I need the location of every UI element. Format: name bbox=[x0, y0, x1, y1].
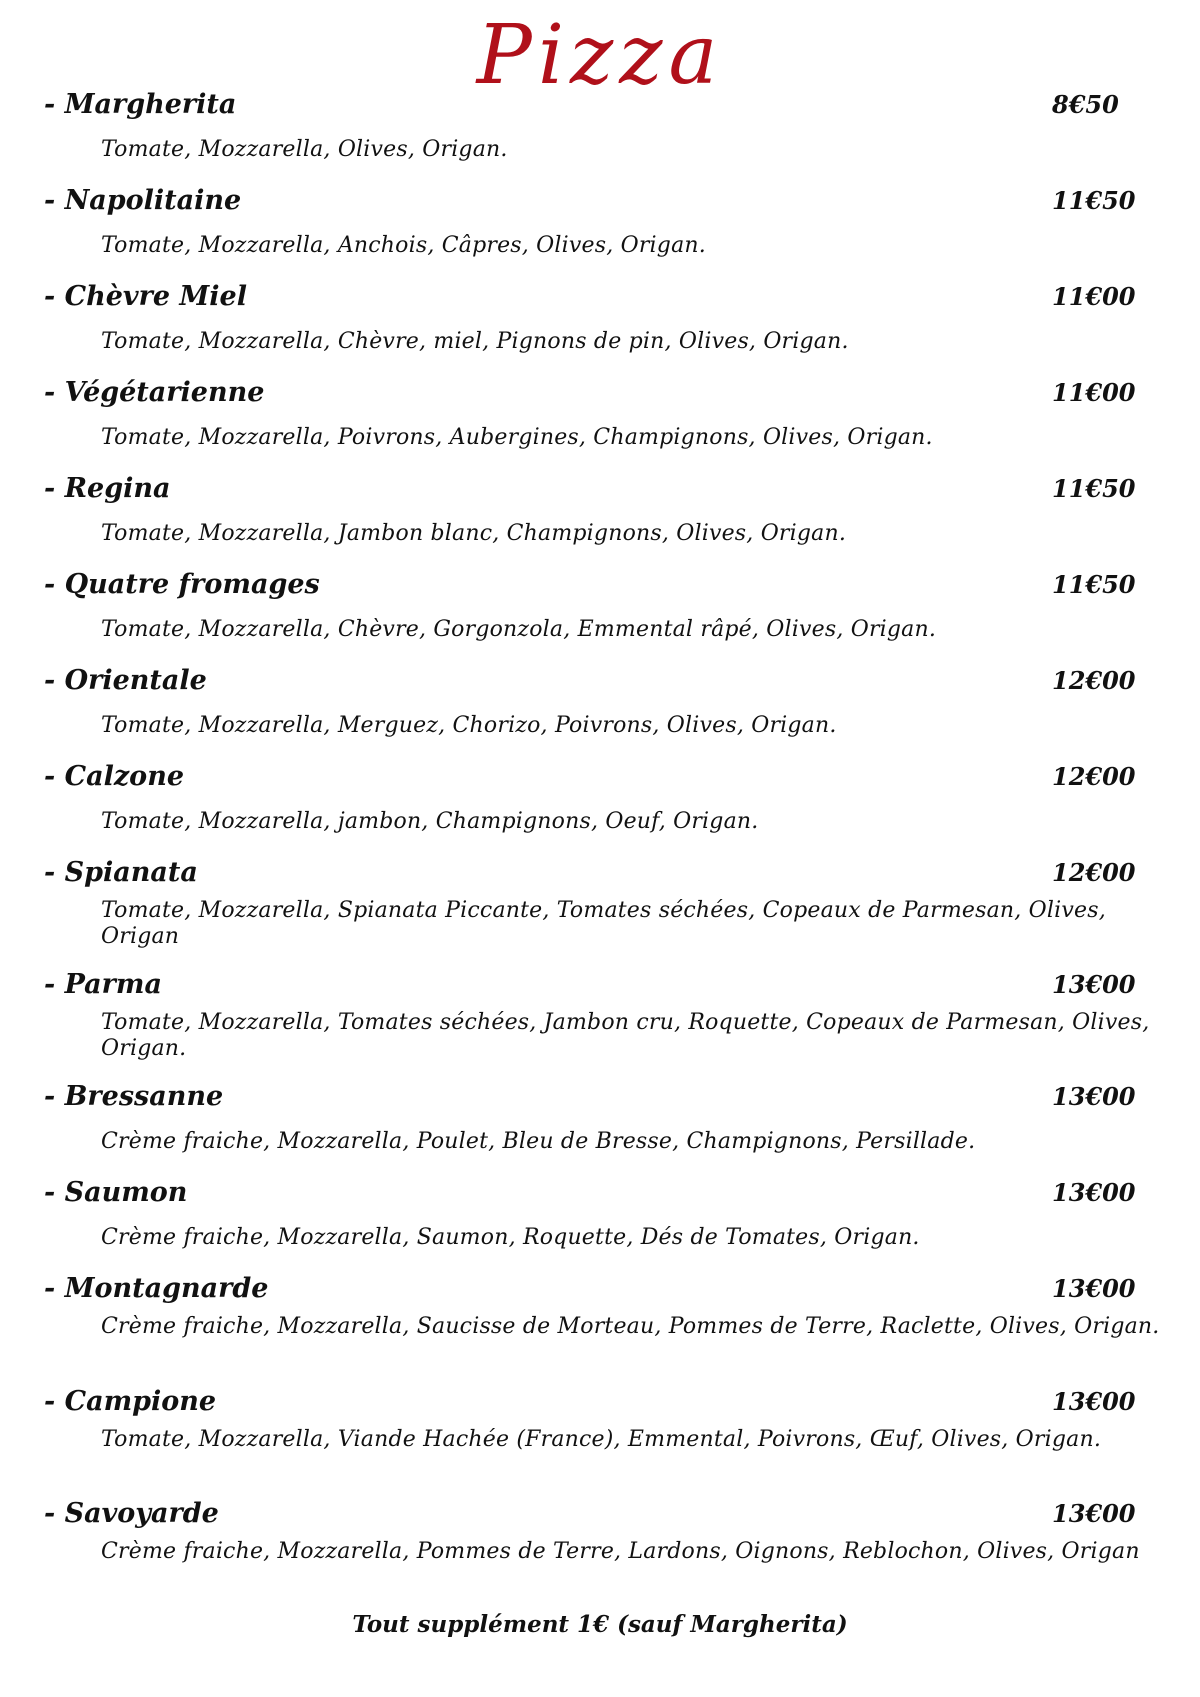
pizza-price: 13€00 bbox=[1052, 1274, 1136, 1303]
pizza-price: 11€50 bbox=[1052, 474, 1136, 503]
pizza-price: 11€50 bbox=[1052, 570, 1136, 599]
pizza-name: - Végétarienne bbox=[44, 377, 265, 408]
pizza-price: 11€50 bbox=[1052, 186, 1136, 215]
pizza-price: 13€00 bbox=[1052, 1178, 1136, 1207]
pizza-name: - Parma bbox=[44, 969, 162, 1000]
pizza-ingredients: Tomate, Mozzarella, Poivrons, Aubergines, Champignons, Olives, Origan. bbox=[101, 425, 933, 450]
pizza-ingredients: Tomate, Mozzarella, Anchois, Câpres, Olives, Origan. bbox=[101, 233, 706, 258]
pizza-ingredients: Tomate, Mozzarella, Olives, Origan. bbox=[101, 137, 508, 162]
pizza-name: - Margherita bbox=[44, 89, 237, 120]
pizza-ingredients: Tomate, Mozzarella, Merguez, Chorizo, Poivrons, Olives, Origan. bbox=[101, 713, 837, 738]
pizza-name: - Quatre fromages bbox=[44, 569, 320, 600]
pizza-ingredients: Tomate, Mozzarella, Tomates séchées, Jambon cru, Roquette, Copeaux de Parmesan, Olives, Origan. bbox=[101, 1010, 1150, 1061]
pizza-name: - Spianata bbox=[44, 857, 198, 888]
menu-title: Pizza bbox=[476, 8, 724, 103]
pizza-ingredients: Tomate, Mozzarella, Chèvre, Gorgonzola, Emmental râpé, Olives, Origan. bbox=[101, 617, 937, 642]
pizza-name: - Montagnarde bbox=[44, 1273, 269, 1304]
pizza-name: - Campione bbox=[44, 1386, 217, 1417]
supplement-note: Tout supplément 1€ (sauf Margherita) bbox=[352, 1611, 848, 1638]
pizza-name: - Regina bbox=[44, 473, 171, 504]
pizza-price: 11€00 bbox=[1052, 282, 1136, 311]
pizza-ingredients: Crème fraiche, Mozzarella, Poulet, Bleu de Bresse, Champignons, Persillade. bbox=[101, 1129, 976, 1154]
pizza-price: 12€00 bbox=[1052, 666, 1136, 695]
pizza-ingredients: Crème fraiche, Mozzarella, Saumon, Roquette, Dés de Tomates, Origan. bbox=[101, 1225, 920, 1250]
pizza-price: 12€00 bbox=[1052, 762, 1136, 791]
pizza-price: 13€00 bbox=[1052, 970, 1136, 999]
pizza-ingredients: Tomate, Mozzarella, Spianata Piccante, Tomates séchées, Copeaux de Parmesan, Olives, Origan bbox=[101, 898, 1106, 949]
pizza-name: - Calzone bbox=[44, 761, 184, 792]
pizza-price: 11€00 bbox=[1052, 378, 1136, 407]
pizza-ingredients: Crème fraiche, Mozzarella, Pommes de Terre, Lardons, Oignons, Reblochon, Olives, Origan bbox=[101, 1539, 1140, 1564]
pizza-name: - Saumon bbox=[44, 1177, 188, 1208]
pizza-name: - Bressanne bbox=[44, 1081, 224, 1112]
pizza-price: 13€00 bbox=[1052, 1082, 1136, 1111]
pizza-ingredients: Tomate, Mozzarella, jambon, Champignons, Oeuf, Origan. bbox=[101, 809, 759, 834]
pizza-name: - Savoyarde bbox=[44, 1498, 219, 1529]
pizza-ingredients: Tomate, Mozzarella, Viande Hachée (France), Emmental, Poivrons, Œuf, Olives, Origan. bbox=[101, 1427, 1102, 1452]
pizza-ingredients: Crème fraiche, Mozzarella, Saucisse de Morteau, Pommes de Terre, Raclette, Olives, Origan. bbox=[101, 1314, 1160, 1339]
pizza-name: - Orientale bbox=[44, 665, 207, 696]
pizza-name: - Chèvre Miel bbox=[44, 281, 247, 312]
pizza-ingredients: Tomate, Mozzarella, Chèvre, miel, Pignons de pin, Olives, Origan. bbox=[101, 329, 849, 354]
pizza-ingredients: Tomate, Mozzarella, Jambon blanc, Champignons, Olives, Origan. bbox=[101, 521, 847, 546]
pizza-price: 13€00 bbox=[1052, 1499, 1136, 1528]
pizza-price: 12€00 bbox=[1052, 858, 1136, 887]
pizza-price: 8€50 bbox=[1052, 90, 1119, 119]
pizza-price: 13€00 bbox=[1052, 1387, 1136, 1416]
pizza-name: - Napolitaine bbox=[44, 185, 242, 216]
